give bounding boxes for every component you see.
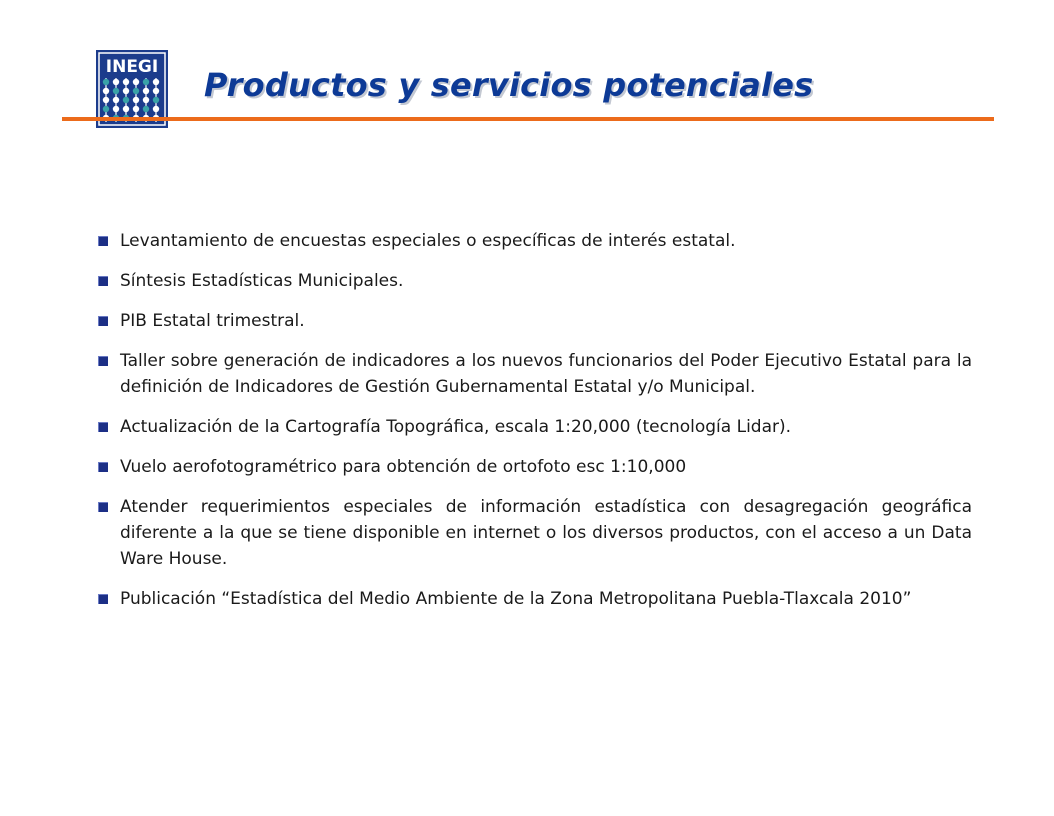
logo-dot (103, 88, 109, 94)
bullet-text: PIB Estatal trimestral. (120, 311, 305, 331)
logo-dot (133, 79, 139, 85)
logo-dot (123, 79, 129, 85)
logo-dot (123, 97, 129, 103)
logo-dot (103, 79, 109, 85)
logo-dot (153, 97, 159, 103)
inegi-logo-text: INEGI (105, 57, 159, 77)
square-bullet-icon (98, 502, 108, 512)
bullet-text: Publicación “Estadística del Medio Ambiente de la Zona Metropolitana Puebla-Tlaxcala 2010” (120, 589, 912, 609)
bullet-text: Levantamiento de encuestas especiales o específicas de interés estatal. (120, 231, 736, 251)
logo-dot (143, 106, 149, 112)
logo-dot (113, 79, 119, 85)
logo-dot (143, 79, 149, 85)
logo-dot (113, 97, 119, 103)
logo-dot (143, 97, 149, 103)
bullet-text: Síntesis Estadísticas Municipales. (120, 271, 404, 291)
page-title: Productos y servicios potenciales (204, 66, 814, 104)
square-bullet-icon (98, 356, 108, 366)
logo-dot (133, 88, 139, 94)
bullet-item (98, 586, 972, 612)
logo-dot (103, 106, 109, 112)
bullet-item (98, 414, 972, 440)
bullet-text: Actualización de la Cartografía Topográfica, escala 1:20,000 (tecnología Lidar). (120, 417, 792, 437)
square-bullet-icon (98, 462, 108, 472)
bullet-item (98, 494, 972, 572)
bullet-item (98, 348, 972, 400)
logo-dot (153, 106, 159, 112)
bullet-text: Atender requerimientos especiales de información estadística con desagregación geográfica diferente a la que se tiene disponible en internet o los diversos productos, con el acceso a un Data Ware House. (120, 497, 972, 569)
logo-dot (113, 106, 119, 112)
bullet-text: Vuelo aerofotogramétrico para obtención de ortofoto esc 1:10,000 (120, 457, 687, 477)
bullet-item (98, 454, 972, 480)
square-bullet-icon (98, 316, 108, 326)
bullet-item (98, 308, 972, 334)
logo-dot (153, 79, 159, 85)
logo-dot (133, 106, 139, 112)
bullet-item (98, 268, 972, 294)
logo-dot (123, 88, 129, 94)
logo-dot (103, 97, 109, 103)
logo-dot (113, 88, 119, 94)
logo-dot (133, 97, 139, 103)
logo-dot (123, 106, 129, 112)
logo-dot (153, 88, 159, 94)
bullet-text: Taller sobre generación de indicadores a los nuevos funcionarios del Poder Ejecutivo Estatal para la definición de Indicadores de Gestión Gubernamental Estatal y/o Municipal. (120, 351, 972, 397)
title-underline (62, 117, 994, 121)
square-bullet-icon (98, 594, 108, 604)
bullet-list (98, 228, 972, 626)
bullet-item (98, 228, 972, 254)
logo-dot (143, 88, 149, 94)
square-bullet-icon (98, 422, 108, 432)
square-bullet-icon (98, 236, 108, 246)
square-bullet-icon (98, 276, 108, 286)
